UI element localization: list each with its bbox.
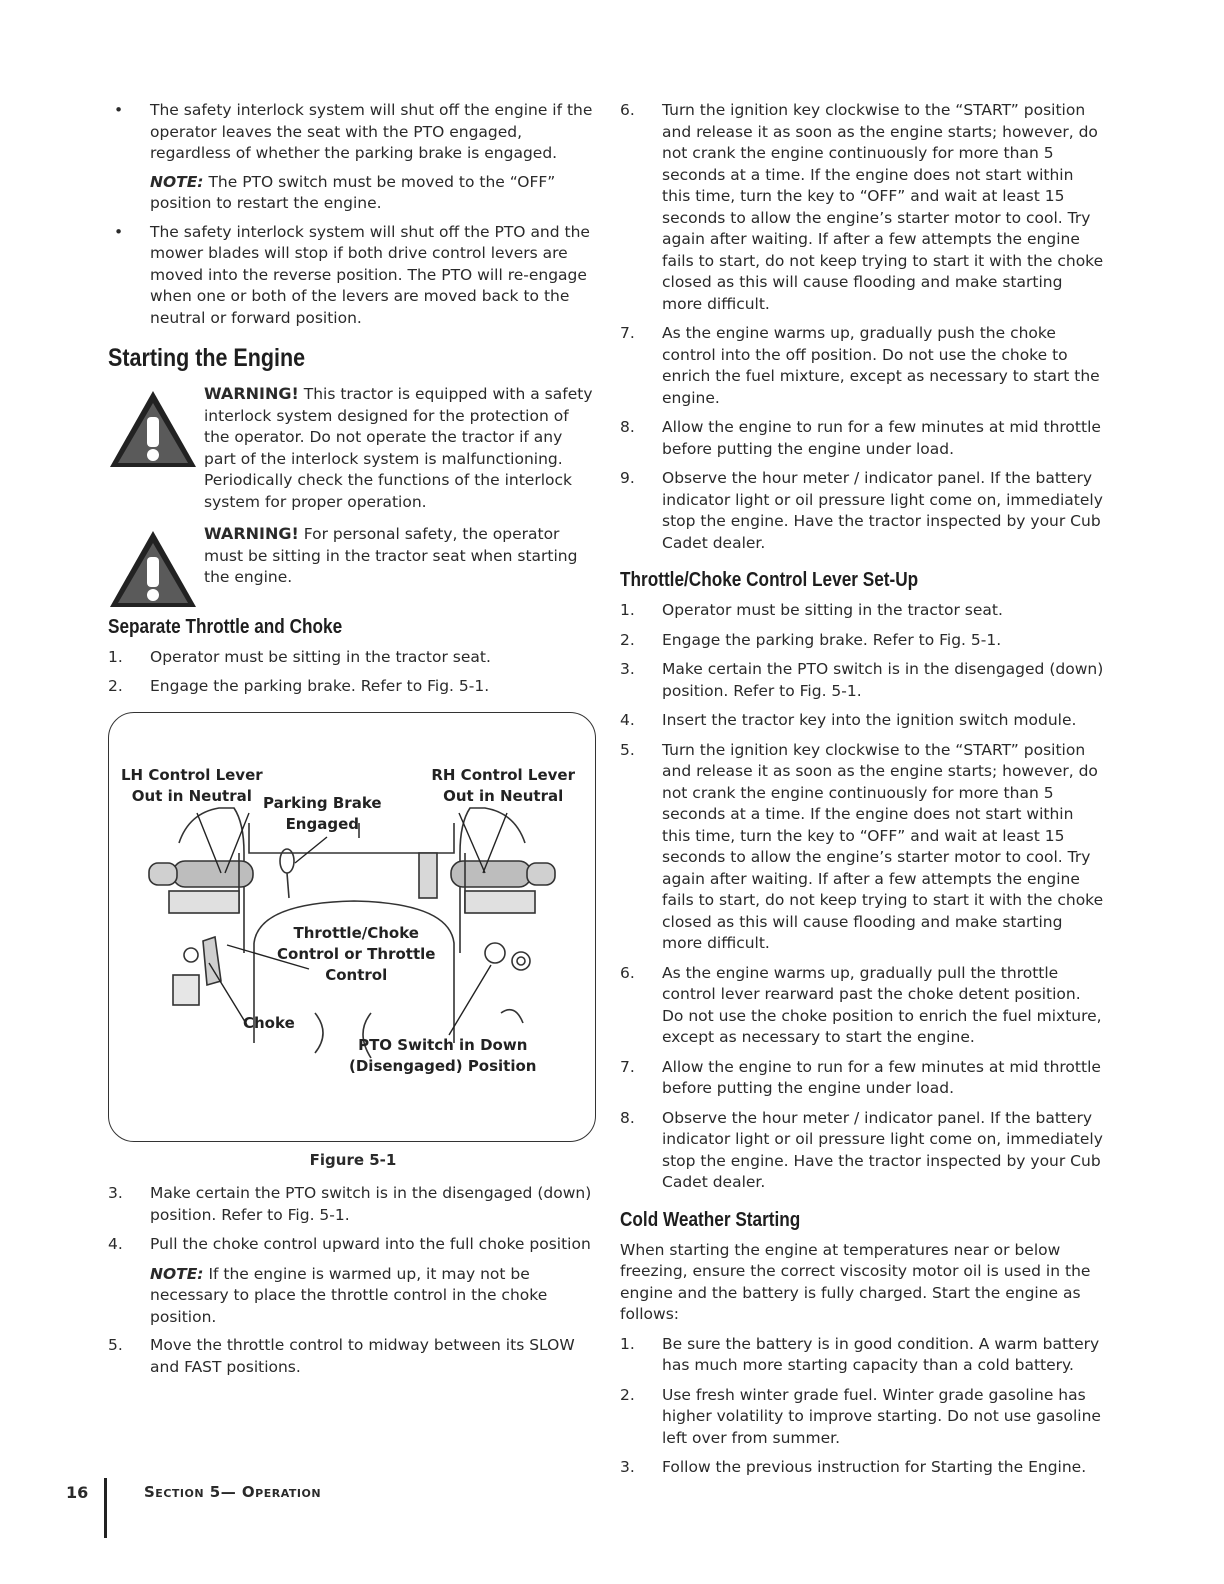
figure-label: Control or Throttle xyxy=(277,944,436,963)
item-number: 3. xyxy=(620,660,635,678)
warning-triangle-icon xyxy=(108,529,198,609)
list-item xyxy=(620,630,1104,652)
item-number: 2. xyxy=(620,630,635,649)
note xyxy=(108,172,598,215)
heading-throttle-choke-setup: Throttle/Choke Control Lever Set-Up xyxy=(620,569,919,591)
figure-label: Throttle/Choke xyxy=(293,923,419,942)
item-text: Turn the ignition key clockwise to the “START” position and release it as soon as the engine starts; however, do not crank the engine continuously for more than 5 seconds at a time. If the engine does not start within this time, turn the key to “OFF” and wait at least 15 seconds to allow the engine’s starter motor to cool. Try again after waiting. If after a few attempts the engine fails to start, do not keep trying to start it with the choke closed as this will cause flooding and make starting more difficult. xyxy=(662,740,1104,952)
warning-text xyxy=(204,383,598,513)
list-item xyxy=(108,1183,598,1226)
item-number: 2. xyxy=(620,1385,635,1404)
item-number: 1. xyxy=(108,647,123,666)
list-item xyxy=(620,659,1104,702)
list-item xyxy=(620,600,1104,622)
warning-body: This tractor is equipped with a safety interlock system designed for the protection of the operator. Do not operate the tractor if any part of the interlock system is malfunctioning. Periodically check the functions of the interlock system for proper operation. xyxy=(204,385,593,511)
item-number: 8. xyxy=(620,1108,635,1127)
list-item xyxy=(108,1234,598,1256)
list-item xyxy=(620,1108,1104,1194)
warning-body: For personal safety, the operator must be sitting in the tractor seat when starting the engine. xyxy=(204,525,578,586)
warning-text xyxy=(204,523,598,589)
item-number: 3. xyxy=(108,1184,123,1202)
list-item xyxy=(620,1457,1104,1479)
warning-label: WARNING! xyxy=(204,524,299,543)
item-text: Turn the ignition key clockwise to the “START” position and release it as soon as the engine starts; however, do not crank the engine continuously for more than 5 seconds at a time. If the engine does not start within this time, turn the key to “OFF” and wait at least 15 seconds to allow the engine’s starter motor to cool. Try again after waiting. If after a few attempts the engine fails to start, do not keep trying to start it with the choke closed as this will cause flooding and make starting more difficult. xyxy=(662,101,1104,313)
item-number: 6. xyxy=(620,963,635,982)
figure-caption: Figure 5-1 xyxy=(309,1150,397,1169)
item-text: Follow the previous instruction for Starting the Engine. xyxy=(662,1458,1087,1476)
item-text: Insert the tractor key into the ignition switch module. xyxy=(662,711,1077,729)
bullet-mark: • xyxy=(114,222,124,241)
note-text: If the engine is warmed up, it may not be necessary to place the throttle control in the choke position. xyxy=(150,1264,548,1326)
item-text: Allow the engine to run for a few minutes at mid throttle before putting the engine under load. xyxy=(662,418,1101,458)
item-text: Move the throttle control to midway between its SLOW and FAST positions. xyxy=(150,1336,575,1376)
bullet-item xyxy=(108,100,598,165)
figure-label: Engaged xyxy=(285,814,359,833)
figure-label: LH Control Lever xyxy=(121,765,263,784)
heading-starting-the-engine: Starting the Engine xyxy=(108,344,306,372)
item-number: 5. xyxy=(108,1336,123,1354)
label-rh-control-lever xyxy=(431,765,575,807)
right-column xyxy=(620,100,1104,1487)
item-number: 6. xyxy=(620,101,635,119)
cold-weather-intro: When starting the engine at temperatures near or below freezing, ensure the correct viscosity motor oil is used in the engine and the battery is fully charged. Start the engine as follows: xyxy=(620,1240,1091,1323)
item-text: As the engine warms up, gradually push the choke control into the off position. Do not use the choke to enrich the fuel mixture, except as necessary to start the engine. xyxy=(662,324,1100,407)
bullet-mark: • xyxy=(114,101,124,119)
item-text: Observe the hour meter / indicator panel. If the battery indicator light or oil pressure light come on, immediately stop the engine. Have the tractor inspected by your Cub Cadet dealer. xyxy=(662,1108,1103,1191)
item-text: As the engine warms up, gradually pull the throttle control lever rearward past the choke detent position. Do not use the choke position to enrich the fuel mixture, except as necessary to start the engine. xyxy=(662,963,1102,1046)
heading-cold-weather-starting: Cold Weather Starting xyxy=(620,1208,801,1231)
item-text: Operator must be sitting in the tractor seat. xyxy=(150,647,491,666)
warning-label: WARNING! xyxy=(204,384,299,403)
left-column xyxy=(108,100,598,1386)
footer-divider xyxy=(104,1478,107,1538)
list-item xyxy=(620,468,1104,554)
list-item xyxy=(108,1335,598,1378)
warning-block xyxy=(108,523,598,589)
figure-5-1 xyxy=(108,712,596,1142)
item-text: Observe the hour meter / indicator panel. If the battery indicator light or oil pressure light come on, immediately stop the engine. Have the tractor inspected by your Cub Cadet dealer. xyxy=(662,469,1103,552)
list-item xyxy=(620,740,1104,955)
item-number: 7. xyxy=(620,1057,635,1076)
section-title: Section 5— Operation xyxy=(144,1483,322,1501)
item-number: 8. xyxy=(620,418,635,436)
bullet-text: The safety interlock system will shut off the engine if the operator leaves the seat with the PTO engaged, regardless of whether the parking brake is engaged. xyxy=(150,101,593,162)
figure-label: (Disengaged) Position xyxy=(349,1056,537,1075)
label-choke: Choke xyxy=(243,1013,295,1032)
item-text: Use fresh winter grade fuel. Winter grade gasoline has higher volatility to improve starting. Do not use gasoline left over from summer. xyxy=(662,1385,1101,1447)
item-number: 4. xyxy=(108,1235,123,1253)
note xyxy=(108,1264,598,1329)
label-parking-brake xyxy=(263,793,382,835)
label-pto-switch xyxy=(349,1035,536,1077)
item-number: 2. xyxy=(108,677,123,695)
figure-label: Parking Brake xyxy=(263,793,382,812)
page-number: 16 xyxy=(66,1483,89,1502)
figure-label: Out in Neutral xyxy=(443,786,564,805)
item-text: Be sure the battery is in good condition. A warm battery has much more starting capacity than a cold battery. xyxy=(662,1334,1100,1374)
list-item xyxy=(620,1385,1104,1450)
figure-label: RH Control Lever xyxy=(431,765,575,784)
list-item xyxy=(620,323,1104,409)
list-item xyxy=(620,1057,1104,1100)
note-text: The PTO switch must be moved to the “OFF” position to restart the engine. xyxy=(150,172,556,212)
figure-label: PTO Switch in Down xyxy=(358,1035,528,1054)
label-lh-control-lever xyxy=(121,765,263,807)
item-number: 7. xyxy=(620,324,635,342)
item-number: 1. xyxy=(620,601,635,619)
item-text: Pull the choke control upward into the full choke position xyxy=(150,1235,591,1253)
label-throttle-choke xyxy=(277,923,435,986)
warning-block xyxy=(108,383,598,513)
figure-label: Control xyxy=(325,965,388,984)
bullet-item xyxy=(108,222,598,330)
list-item xyxy=(108,647,598,669)
note-label: NOTE: xyxy=(150,1264,204,1283)
heading-separate-throttle: Separate Throttle and Choke xyxy=(108,615,343,638)
list-item xyxy=(108,676,598,698)
warning-triangle-icon xyxy=(108,389,198,469)
list-item xyxy=(620,710,1104,732)
item-number: 4. xyxy=(620,711,635,729)
item-number: 1. xyxy=(620,1334,635,1353)
note-label: NOTE: xyxy=(150,172,204,191)
item-number: 3. xyxy=(620,1458,635,1476)
figure-label: Out in Neutral xyxy=(131,786,252,805)
bullet-text: The safety interlock system will shut off the PTO and the mower blades will stop if both drive control levers are moved into the reverse position. The PTO will re-engage when one or both of the levers are moved back to the neutral or forward position. xyxy=(150,222,590,327)
item-number: 5. xyxy=(620,740,635,759)
item-text: Engage the parking brake. Refer to Fig. 5-1. xyxy=(662,630,1002,649)
item-text: Engage the parking brake. Refer to Fig. 5-1. xyxy=(150,677,490,695)
item-text: Allow the engine to run for a few minutes at mid throttle before putting the engine under load. xyxy=(662,1057,1101,1097)
item-text: Make certain the PTO switch is in the disengaged (down) position. Refer to Fig. 5-1. xyxy=(662,660,1104,700)
list-item xyxy=(620,100,1104,315)
item-text: Make certain the PTO switch is in the disengaged (down) position. Refer to Fig. 5-1. xyxy=(150,1184,592,1224)
item-number: 9. xyxy=(620,469,635,487)
list-item xyxy=(620,963,1104,1049)
item-text: Operator must be sitting in the tractor seat. xyxy=(662,601,1003,619)
list-item xyxy=(620,417,1104,460)
list-item xyxy=(620,1334,1104,1377)
